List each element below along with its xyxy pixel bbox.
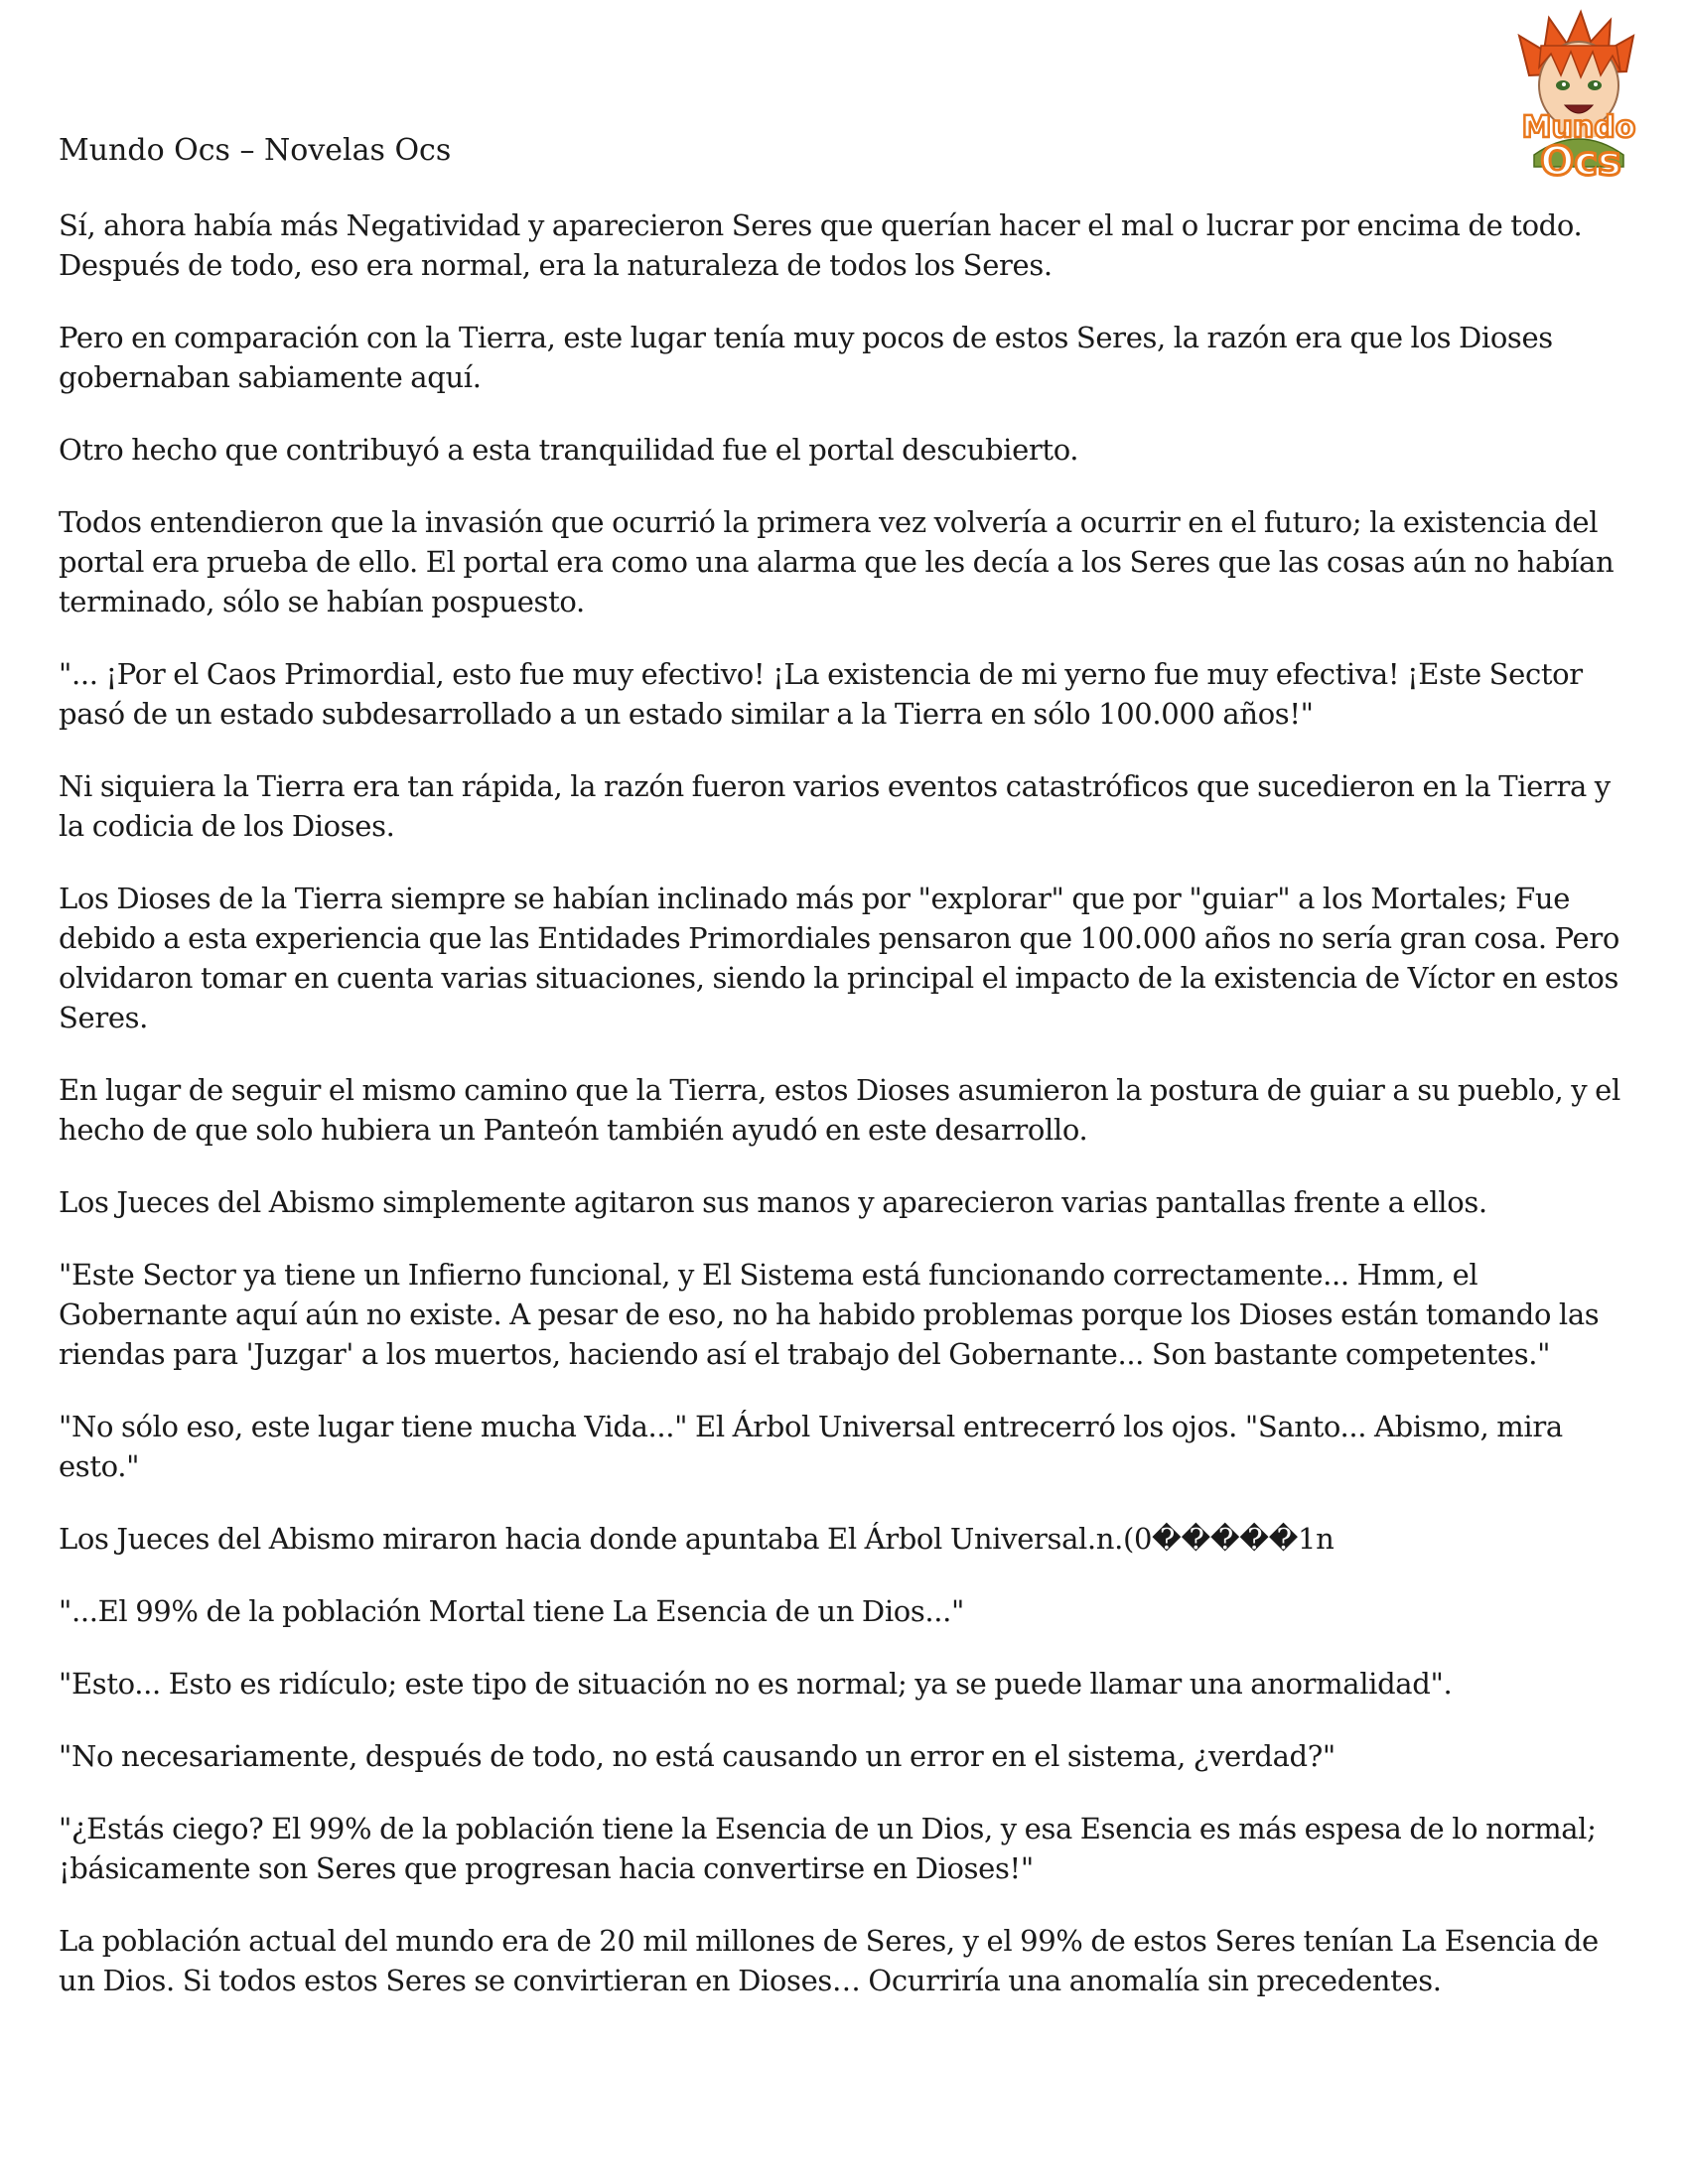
paragraph: "Este Sector ya tiene un Infierno funcional, y El Sistema está funcionando correctamente... Hmm, el Gobernante aquí aún no existe. A pesar de eso, no ha habido problemas porque los Dioses están tomando las riendas para 'Juzgar' a los muertos, haciendo así el trabajo del Gobernante... Son bastante competentes." xyxy=(59,1258,1600,1371)
logo-text-top: Mundo xyxy=(1521,110,1636,145)
paragraph: Sí, ahora había más Negatividad y aparecieron Seres que querían hacer el mal o lucrar por encima de todo. Después de todo, eso era normal, era la naturaleza de todos los Seres. xyxy=(59,208,1583,282)
paragraph: En lugar de seguir el mismo camino que la Tierra, estos Dioses asumieron la postura de guiar a su pueblo, y el hecho de que solo hubiera un Panteón también ayudó en este desarrollo. xyxy=(59,1073,1620,1147)
paragraph: Los Dioses de la Tierra siempre se habían inclinado más por "explorar" que por "guiar" a los Mortales; Fue debido a esta experiencia que las Entidades Primordiales pensaron que 100.000 años no sería gran cosa. Pero olvidaron tomar en cuenta varias situaciones, siendo la principal el impacto de la existencia de Víctor en estos Seres. xyxy=(59,882,1619,1034)
page-header-title: Mundo Ocs – Novelas Ocs xyxy=(59,133,452,168)
paragraph: "¿Estás ciego? El 99% de la población tiene la Esencia de un Dios, y esa Esencia es más espesa de lo normal; ¡básicamente son Seres que progresan hacia convertirse en Dioses!" xyxy=(59,1812,1597,1885)
paragraph: Pero en comparación con la Tierra, este lugar tenía muy pocos de estos Seres, la razón era que los Dioses gobernaban sabiamente aquí. xyxy=(59,321,1553,394)
paragraph: Los Jueces del Abismo simplemente agitaron sus manos y aparecieron varias pantallas frente a ellos. xyxy=(59,1185,1487,1219)
paragraph: "... ¡Por el Caos Primordial, esto fue muy efectivo! ¡La existencia de mi yerno fue muy efectiva! ¡Este Sector pasó de un estado subdesarrollado a un estado similar a la Tierra en sólo 100.000 años!" xyxy=(59,657,1583,731)
paragraph: La población actual del mundo era de 20 mil millones de Seres, y el 99% de estos Seres tenían La Esencia de un Dios. Si todos estos Seres se convirtieran en Dioses… Ocurriría una anomalía sin precedentes. xyxy=(59,1924,1599,1997)
document-body xyxy=(59,205,1637,2033)
logo-mascot-icon xyxy=(1489,6,1668,185)
paragraph: "No sólo eso, este lugar tiene mucha Vida..." El Árbol Universal entrecerró los ojos. "Santo... Abismo, mira esto." xyxy=(59,1410,1563,1483)
paragraph: Todos entendieron que la invasión que ocurrió la primera vez volvería a ocurrir en el futuro; la existencia del portal era prueba de ello. El portal era como una alarma que les decía a los Seres que las cosas aún no habían terminado, sólo se habían pospuesto. xyxy=(59,505,1615,618)
paragraph: "Esto... Esto es ridículo; este tipo de situación no es normal; ya se puede llamar una anormalidad". xyxy=(59,1667,1453,1701)
paragraph: "No necesariamente, después de todo, no está causando un error en el sistema, ¿verdad?" xyxy=(59,1739,1336,1773)
mundo-ocs-logo xyxy=(1489,6,1668,185)
logo-text-bottom: Ocs xyxy=(1540,139,1621,185)
paragraph: "...El 99% de la población Mortal tiene La Esencia de un Dios..." xyxy=(59,1594,964,1628)
paragraph: Ni siquiera la Tierra era tan rápida, la razón fueron varios eventos catastróficos que sucedieron en la Tierra y la codicia de los Dioses. xyxy=(59,769,1611,843)
paragraph: Los Jueces del Abismo miraron hacia donde apuntaba El Árbol Universal.n.(0�����1n xyxy=(59,1522,1335,1556)
paragraph: Otro hecho que contribuyó a esta tranquilidad fue el portal descubierto. xyxy=(59,433,1079,467)
